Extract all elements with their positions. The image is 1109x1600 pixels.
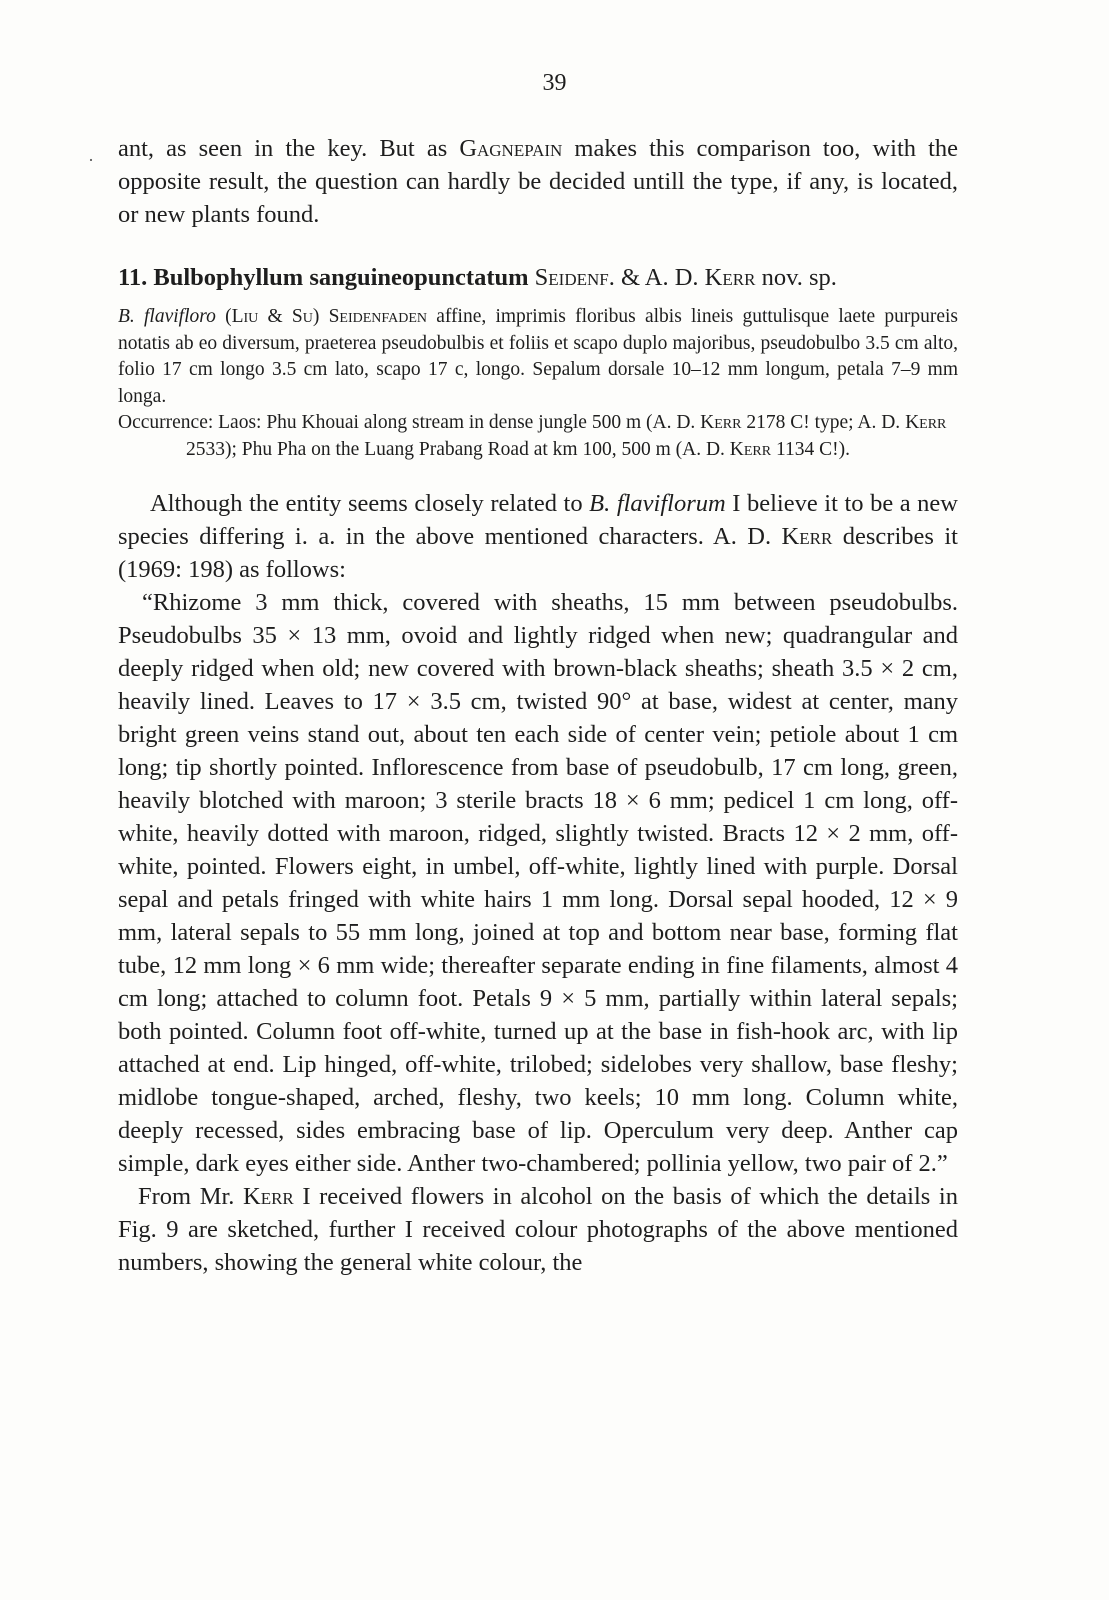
stray-mark: · <box>88 150 94 170</box>
species-reference: B. flaviflorum <box>589 490 726 517</box>
closing-paragraph: From Mr. Kerr I received flowers in alcohol on the basis of which the details in Fig. 9 are sketched, further I received colour photographs of the above mentioned numbers, showing the general white colour, the <box>118 1183 958 1276</box>
species-number: 11. <box>118 264 148 291</box>
latin-description: B. flavifloro (Liu & Su) Seidenfaden affine, imprimis floribus albis lineis guttulisque laete purpureis notatis ab eo diversum, praeterea pseudobulbis et foliis et scapo duplo majoribus, pseudobulbo 3.5 cm alto, folio 17 cm longo 3.5 cm lato, scapo 17 c, longo. Sepalum dorsale 10–12 mm longum, petala 7–9 mm longa. <box>118 306 959 407</box>
intro-paragraph: ant, as seen in the key. But as Gagnepain makes this comparison too, with the opposite result, the question can hardly be decided untill the type, if any, is located, or new plants found. <box>118 135 959 228</box>
occurrence: Occurrence: Laos: Phu Khouai along stream in dense jungle 500 m (A. D. Kerr 2178 C! type; A. D. Kerr 2533); Phu Pha on the Luang Prabang Road at km 100, 500 m (A. D. Kerr 1134 C!). <box>118 412 947 460</box>
page-body <box>118 132 958 1279</box>
species-status: nov. sp. <box>761 264 837 291</box>
occurrence-label: Occurrence: <box>118 412 219 433</box>
species-name: Bulbophyllum sanguineopunctatum <box>153 264 529 291</box>
kerr-quotation: “Rhizome 3 mm thick, covered with sheaths, 15 mm between pseudobulbs. Pseudobulbs 35 × 13 mm, ovoid and lightly ridged when new; quadrangular and deeply ridged when old; new covered with brown-black sheaths; sheath 3.5 × 2 cm, heavily lined. Leaves to 17 × 3.5 cm, twisted 90° at base, widest at center, many bright green veins stand out, about ten each side of center vein; petiole about 1 cm long; tip shortly pointed. Inflorescence from base of pseudobulb, 17 cm long, green, heavily blotched with maroon; 3 sterile bracts 18 × 6 mm; pedicel 1 cm long, off-white, heavily dotted with maroon, ridged, slightly twisted. Bracts 12 × 2 mm, off-white, pointed. Flowers eight, in umbel, off-white, lightly lined with purple. Dorsal sepal and petals fringed with white hairs 1 mm long. Dorsal sepal hooded, 12 × 9 mm, lateral sepals to 55 mm long, joined at top and bottom near base, forming flat tube, 12 mm long × 6 mm wide; thereafter separate ending in fine filaments, almost 4 cm long; attached to column foot. Petals 9 × 5 mm, partially within lateral sepals; both pointed. Column foot off-white, turned up at the base in fish-hook arc, with lip attached at end. Lip hinged, off-white, trilobed; sidelobes very shallow, base fleshy; midlobe tongue-shaped, arched, fleshy, two keels; 10 mm long. Column white, deeply recessed, sides embracing base of lip. Operculum very deep. Anther cap simple, dark eyes either side. Anther two-chambered; pollinia yellow, two pair of 2.” <box>118 589 958 1177</box>
author-name: Gagnepain <box>459 135 563 162</box>
discussion-paragraph: Although the entity seems closely related to B. flaviflorum I believe it to be a new species differing i. a. in the above mentioned characters. A. D. Kerr describes it (1969: 198) as follows: <box>118 490 959 583</box>
page-number: 39 <box>542 70 567 96</box>
species-reference: B. flavifloro <box>118 306 216 327</box>
species-authors: Seidenf. & A. D. Kerr <box>534 264 756 291</box>
species-heading <box>118 261 958 294</box>
